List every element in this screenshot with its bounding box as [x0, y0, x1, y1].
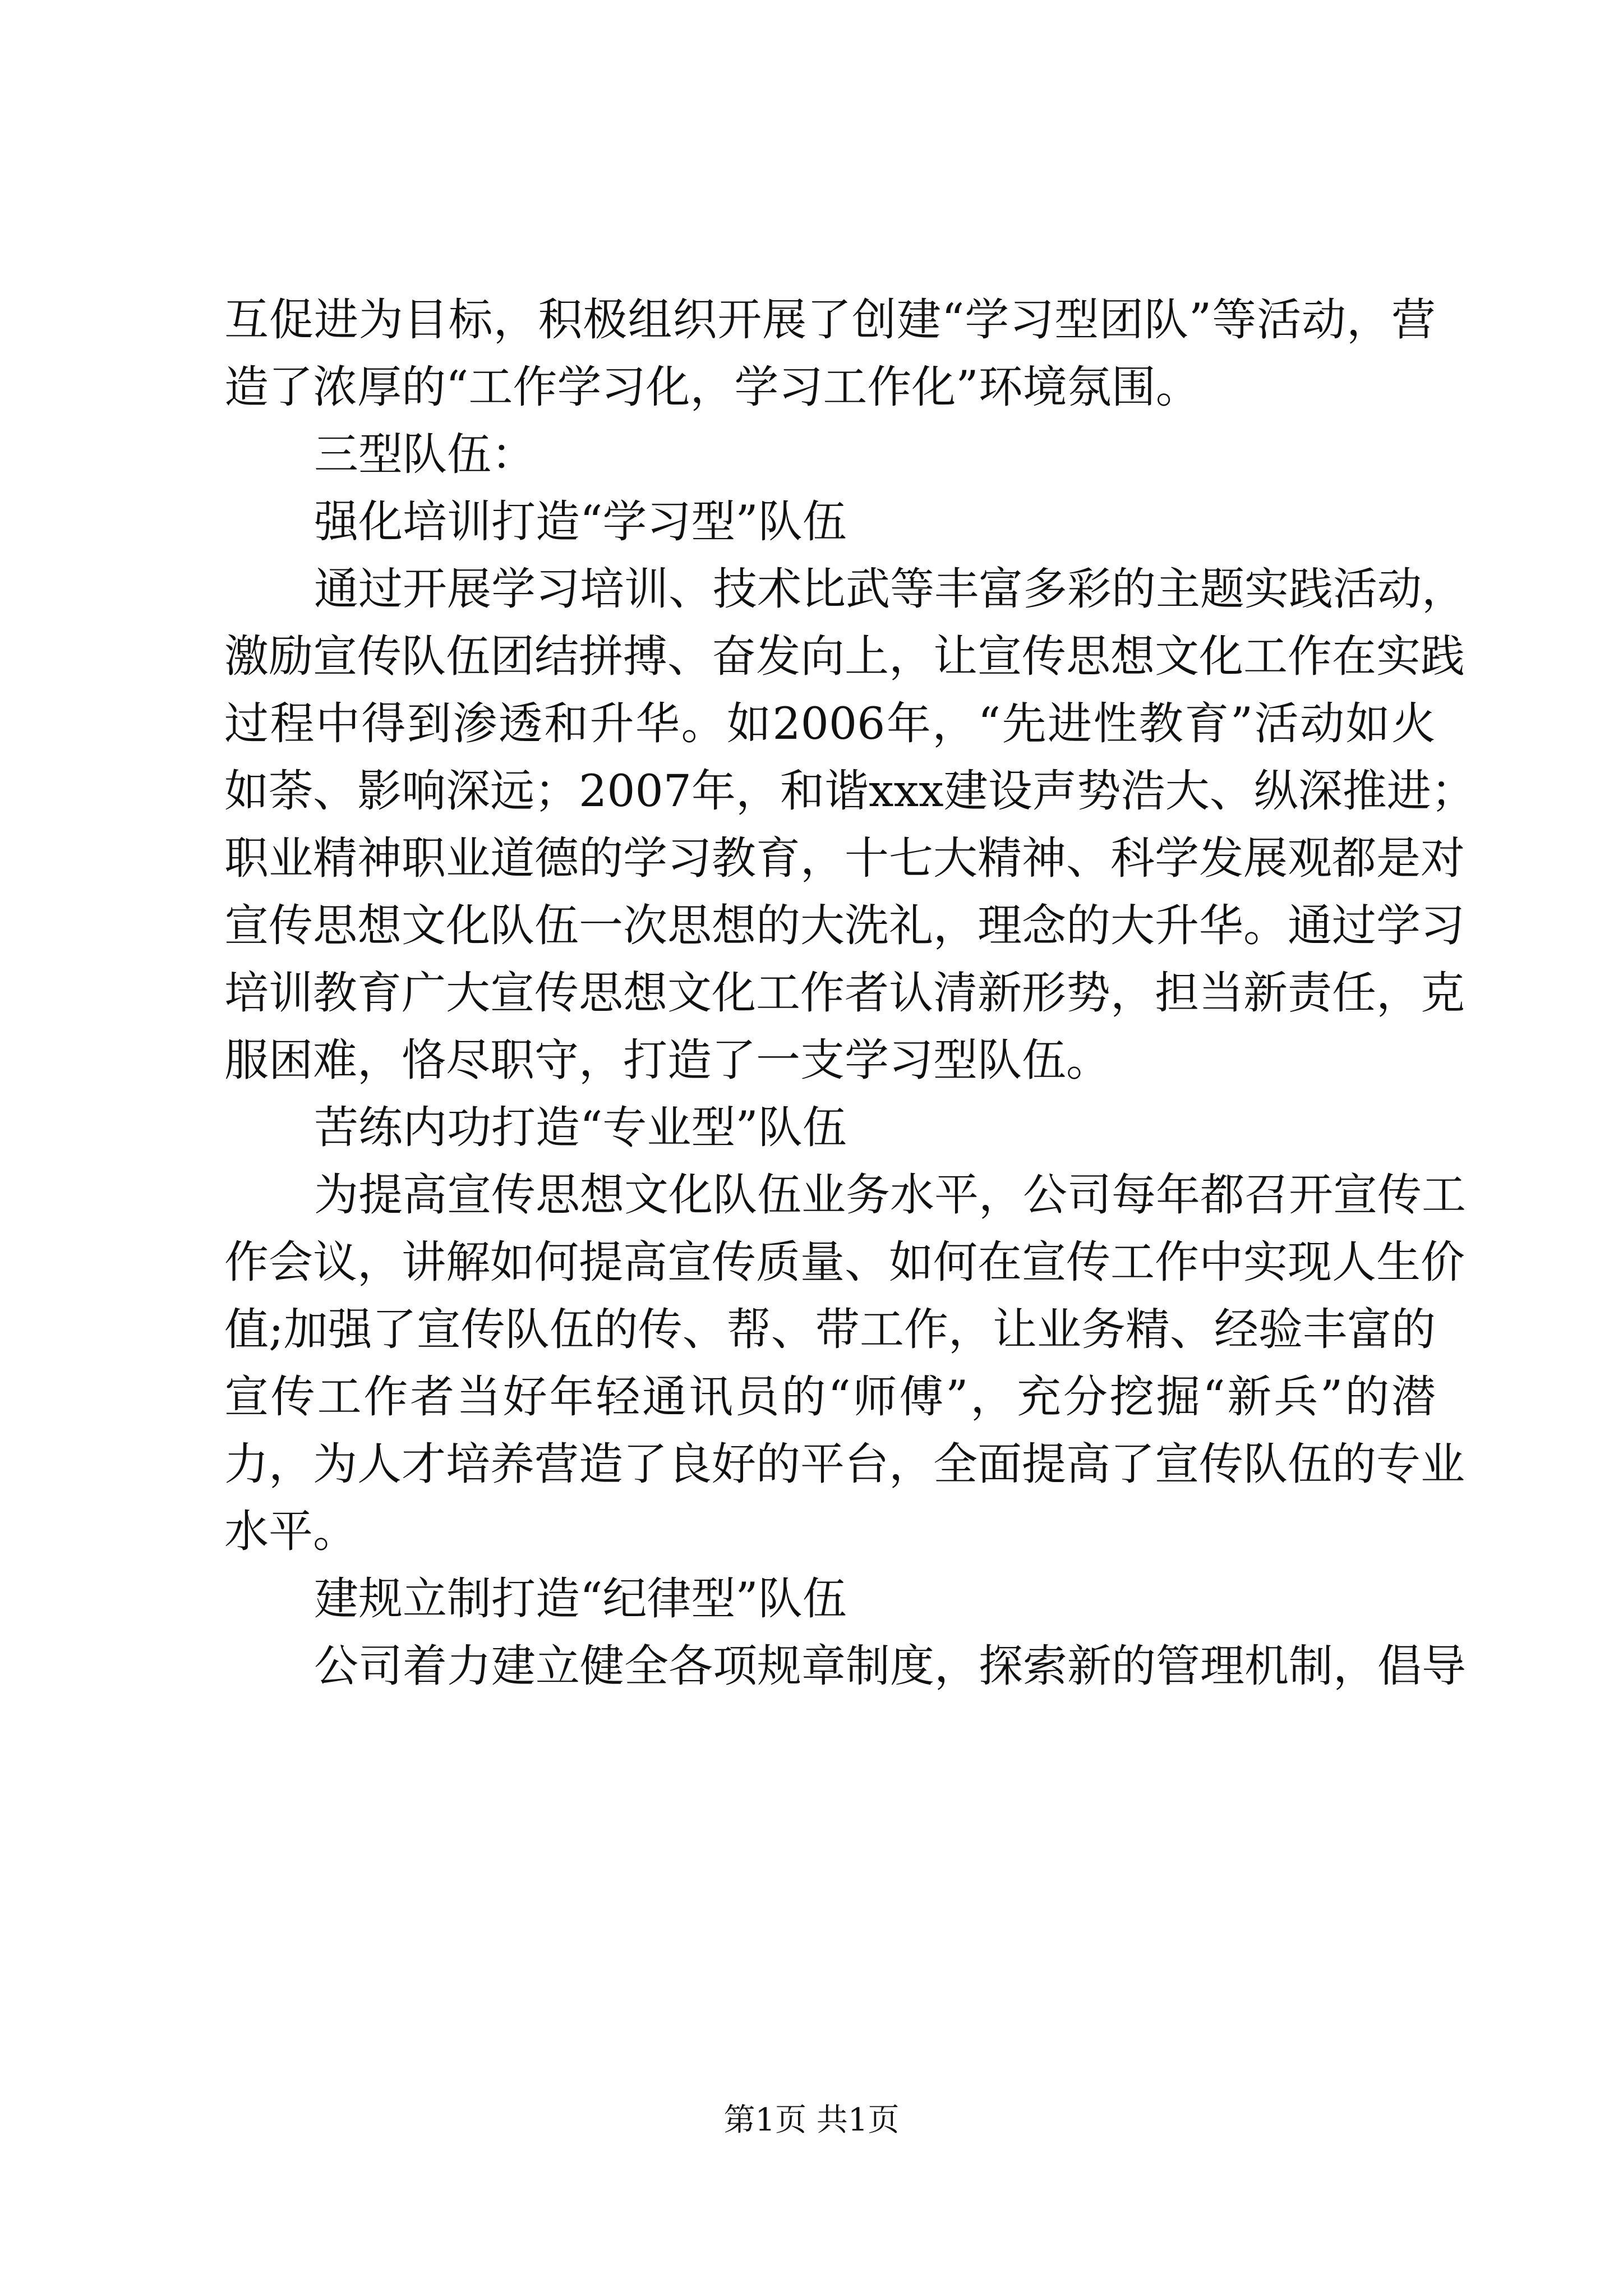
text-line: 值;加强了宣传队伍的传、帮、带工作，让业务精、经验丰富的	[224, 1304, 1436, 1355]
text-line: 培训教育广大宣传思想文化工作者认清新形势，担当新责任，克	[224, 967, 1465, 1019]
text-line: 公司着力建立健全各项规章制度，探索新的管理机制，倡导	[314, 1640, 1466, 1692]
text-line: 力，为人才培养营造了良好的平台，全面提高了宣传队伍的专业	[224, 1438, 1465, 1490]
text-line: 通过开展学习培训、技术比武等丰富多彩的主题实践活动，	[314, 563, 1466, 615]
text-line: 造了浓厚的“工作学习化，学习工作化”环境氛围。	[224, 361, 1200, 413]
text-line: 作会议，讲解如何提高宣传质量、如何在宣传工作中实现人生价	[224, 1236, 1465, 1288]
text-line: 职业精神职业道德的学习教育，十七大精神、科学发展观都是对	[224, 832, 1465, 884]
text-line: 服困难，恪尽职守，打造了一支学习型队伍。	[224, 1034, 1110, 1086]
section-heading: 建规立制打造“纪律型”队伍	[314, 1573, 847, 1625]
text-line: 激励宣传队伍团结拼搏、奋发向上，让宣传思想文化工作在实践	[224, 631, 1465, 682]
text-line: 过程中得到渗透和升华。如2006年，“先进性教育”活动如火	[224, 698, 1436, 749]
section-heading: 苦练内功打造“专业型”队伍	[314, 1102, 847, 1153]
section-heading: 强化培训打造“学习型”队伍	[314, 496, 847, 547]
section-label: 三型队伍：	[314, 429, 536, 480]
text-line: 宣传思想文化队伍一次思想的大洗礼，理念的大升华。通过学习	[224, 900, 1465, 951]
text-line: 水平。	[224, 1506, 357, 1557]
page-footer: 第1页 共1页	[723, 2102, 900, 2138]
text-line: 为提高宣传思想文化队伍业务水平，公司每年都召开宣传工	[314, 1169, 1466, 1221]
text-line: 如荼、影响深远；2007年，和谐xxx建设声势浩大、纵深推进；	[224, 765, 1476, 817]
text-line: 宣传工作者当好年轻通讯员的“师傅”，充分挖掘“新兵”的潜	[224, 1371, 1436, 1423]
text-line: 互促进为目标，积极组织开展了创建“学习型团队”等活动，营	[224, 294, 1436, 346]
